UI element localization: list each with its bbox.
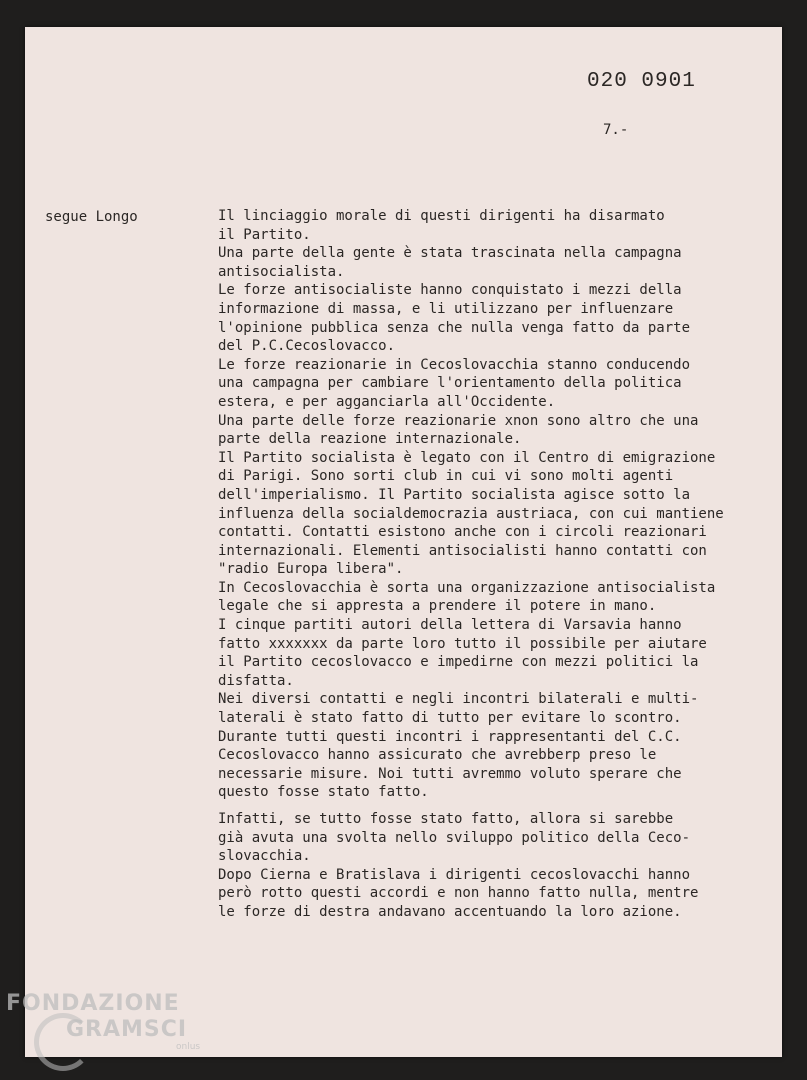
page-number: 7.- [603,122,629,138]
text-line: del P.C.Cecoslovacco. [218,338,396,355]
text-line: In Cecoslovacchia è sorta una organizzazione antisocialista [218,579,716,596]
watermark-line1: FONDAZIONE [6,991,180,1016]
text-line: Cecoslovacco hanno assicurato che avrebberp preso le [218,747,657,764]
text-line: laterali è stato fatto di tutto per evitare lo scontro. [218,710,682,727]
text-line: "radio Europa libera". [218,561,404,578]
text-line: antisocialista. [218,263,345,280]
text-line: Le forze reazionarie in Cecoslovacchia stanno conducendo [218,356,691,373]
paragraph-gap [218,802,798,810]
document-code: 020 0901 [587,70,696,93]
text-line: influenza della socialdemocrazia austriaca, con cui mantiene [218,505,724,522]
text-line: Una parte della gente è stata trascinata nella campagna [218,245,682,262]
text-line: necessarie misure. Noi tutti avremmo voluto sperare che [218,765,682,782]
text-line: l'opinione pubblica senza che nulla venga fatto da parte [218,319,691,336]
text-line: le forze di destra andavano accentuando la loro azione. [218,903,682,920]
text-line: parte della reazione internazionale. [218,431,522,448]
text-line: una campagna per cambiare l'orientamento della politica [218,375,682,392]
speaker-label: segue Longo [45,209,138,225]
text-line: questo fosse stato fatto. [218,784,429,801]
text-line: estera, e per agganciarla all'Occidente. [218,393,556,410]
text-line: però rotto questi accordi e non hanno fatto nulla, mentre [218,885,699,902]
text-line: dell'imperialismo. Il Partito socialista agisce sotto la [218,486,691,503]
text-line: I cinque partiti autori della lettera di Varsavia hanno [218,617,682,634]
text-line: fatto xxxxxxx da parte loro tutto il possibile per aiutare [218,635,707,652]
text-line: internazionali. Elementi antisocialisti hanno contatti con [218,542,707,559]
text-line: già avuta una svolta nello sviluppo politico della Ceco- [218,829,691,846]
watermark-small: onlus [176,1042,201,1052]
text-line: Le forze antisocialiste hanno conquistato i mezzi della [218,282,682,299]
watermark-line2: GRAMSCI [66,1017,188,1042]
text-line: legale che si appresta a prendere il potere in mano. [218,598,657,615]
text-line: di Parigi. Sono sorti club in cui vi sono molti agenti [218,468,674,485]
text-line: il Partito cecoslovacco e impedirne con mezzi politici la [218,654,699,671]
watermark-g-logo-icon [34,1013,92,1071]
text-line: Il Partito socialista è legato con il Centro di emigrazione [218,449,716,466]
text-line: disfatta. [218,672,294,689]
text-line: Nei diversi contatti e negli incontri bilaterali e multi- [218,691,699,708]
text-line: Durante tutti questi incontri i rappresentanti del C.C. [218,728,682,745]
typed-body-text [218,207,798,922]
text-line: contatti. Contatti esistono anche con i circoli reazionari [218,524,707,541]
text-line: Il linciaggio morale di questi dirigenti ha disarmato [218,208,665,224]
text-line: Infatti, se tutto fosse stato fatto, allora si sarebbe [218,811,674,827]
text-line: Una parte delle forze reazionarie xnon sono altro che una [218,412,699,429]
text-line: slovacchia. [218,848,311,865]
fondazione-gramsci-watermark [6,993,200,1052]
text-line: il Partito. [218,226,311,243]
text-line: Dopo Cierna e Bratislava i dirigenti cecoslovacchi hanno [218,866,691,883]
text-line: informazione di massa, e li utilizzano per influenzare [218,300,674,317]
